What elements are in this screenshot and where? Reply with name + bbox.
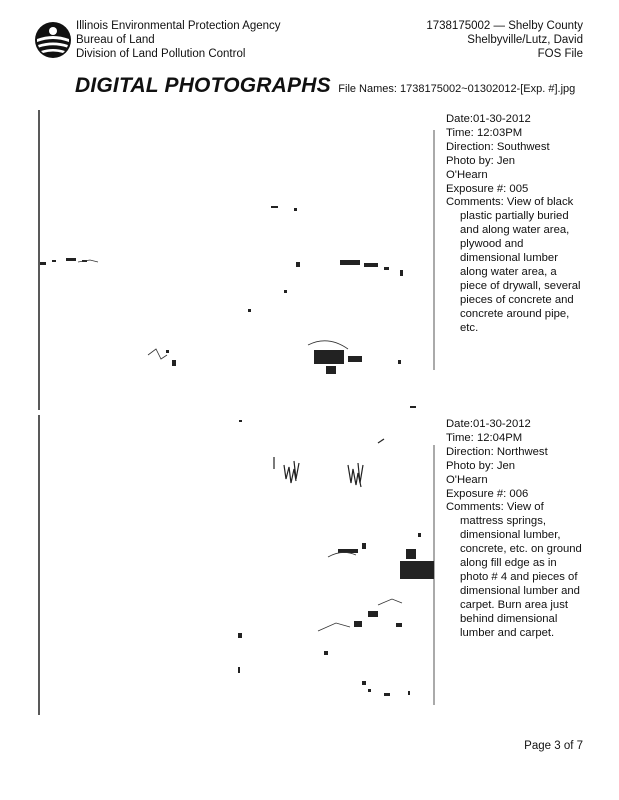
illinois-epa-logo xyxy=(33,20,73,60)
photo-time: Time: 12:03PM xyxy=(446,126,523,139)
photo-exposure: Exposure #: 005 xyxy=(446,182,529,195)
file-type: FOS File xyxy=(537,48,583,60)
photo-direction: Direction: Southwest xyxy=(446,140,550,153)
site-name: Shelbyville/Lutz, David xyxy=(467,34,583,46)
photo-by-name: O'Hearn xyxy=(446,168,488,181)
photo-comments: Comments: View of mattress springs, dimensional lumber, concrete, etc. on ground along fill edge as in photo # 4 and pieces of dimensional lumber and carpet. Burn area just behind dimensional lumber and carpet. xyxy=(446,501,582,639)
title-bar xyxy=(75,74,575,98)
photo-exposure-005 xyxy=(38,110,436,410)
photo-comments: Comments: View of black plastic partially buried and along water area, plywood and dimensional lumber along water area, a piece of drywall, several pieces of concrete and concrete around pipe, etc. xyxy=(446,196,581,334)
photo-by: Photo by: Jen xyxy=(446,459,516,472)
photo-by-name: O'Hearn xyxy=(446,473,488,486)
page-title: DIGITAL PHOTOGRAPHS xyxy=(75,74,331,97)
file-names: File Names: 1738175002~01302012-[Exp. #].jpg xyxy=(338,83,576,95)
photo-date: Date:01-30-2012 xyxy=(446,113,531,125)
site-id: 1738175002 — Shelby County xyxy=(426,20,583,32)
photo-by: Photo by: Jen xyxy=(446,154,516,167)
photo-exposure-006 xyxy=(38,415,436,715)
photo-direction: Direction: Northwest xyxy=(446,445,548,458)
page-number: Page 3 of 7 xyxy=(524,740,583,752)
photo-exposure: Exposure #: 006 xyxy=(446,487,529,500)
bureau-name: Bureau of Land xyxy=(76,34,155,46)
photo-time: Time: 12:04PM xyxy=(446,431,523,444)
photo-caption-006 xyxy=(446,418,586,641)
photo-caption-005 xyxy=(446,113,586,336)
agency-name: Illinois Environmental Protection Agency xyxy=(76,20,281,32)
division-name: Division of Land Pollution Control xyxy=(76,48,246,60)
photo-date: Date:01-30-2012 xyxy=(446,418,531,430)
agency-block xyxy=(76,19,281,61)
file-info-block xyxy=(426,19,583,61)
